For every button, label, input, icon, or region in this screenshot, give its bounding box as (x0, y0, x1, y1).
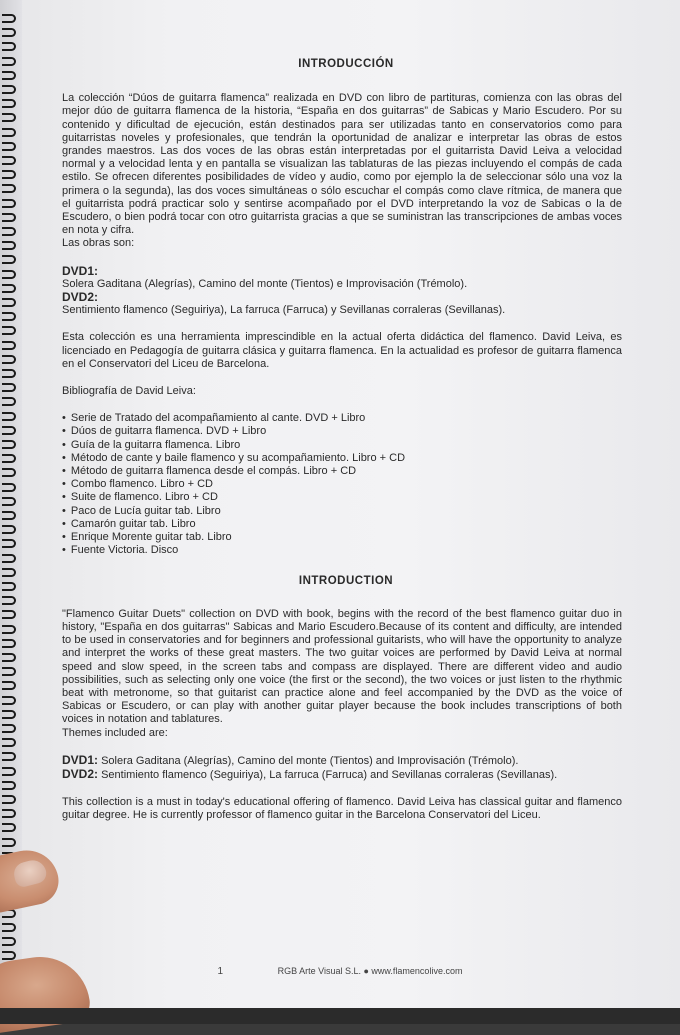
binding-coil (2, 383, 16, 392)
binding-coil (2, 213, 16, 222)
list-item: • Método de cante y baile flamenco y su acompañamiento. Libro + CD (62, 452, 622, 465)
binding-coil (2, 497, 16, 506)
english-title: INTRODUCTION (298, 574, 394, 587)
list-item: • Paco de Lucía guitar tab. Libro (62, 505, 622, 518)
list-item: • Método de guitarra flamenca desde el compás. Libro + CD (62, 465, 622, 478)
binding-coil (2, 113, 16, 122)
binding-coil (2, 838, 16, 847)
binding-coil (2, 397, 16, 406)
binding-coil (2, 582, 16, 591)
page-content (62, 58, 622, 823)
binding-coil (2, 14, 16, 23)
list-item: • Guía de la guitarra flamenca. Libro (62, 439, 622, 452)
binding-coil (2, 440, 16, 449)
binding-coil (2, 99, 16, 108)
binding-coil (2, 199, 16, 208)
binding-coil (2, 426, 16, 435)
english-intro-paragraph: "Flamenco Guitar Duets" collection on DVD with book, begins with the record of the best flamenco guitar duo in history, "España en dos guitarras" Sabicas and Mario Escudero.Because of its content and difficulty, are intended to be used in conservatories and for beginners and professional guitarists, who will have the opportunity to analyze and interpret the works of these great masters. The two guitar voices are performed by David Leiva at normal speed and slow speed, in the screen tabs and compass are displayed. There are different video and audio possibilities, such as selecting only one voice (the first or the second), the two voices or just listen to the rhythmic beat with metronome, so that guitarist can practice alone and feel accompanied by the DVD as the voice of Sabicas or Escudero, or can play with another guitar player because the book includes transcriptions of both voices in notation and tablatures. (62, 607, 622, 726)
binding-coil (2, 298, 16, 307)
binding-coil (2, 667, 16, 676)
binding-coil (2, 681, 16, 690)
binding-coil (2, 795, 16, 804)
binding-coil (2, 724, 16, 733)
binding-coil (2, 369, 16, 378)
spanish-works-label: Las obras son: (62, 237, 135, 250)
list-item: • Camarón guitar tab. Libro (62, 518, 622, 531)
binding-coil (2, 42, 16, 51)
binding-coil (2, 767, 16, 776)
english-dvd1-text: Solera Gaditana (Alegrías), Camino del monte (Tientos) and Improvisación (Trémolo). (101, 754, 519, 767)
list-item: • Combo flamenco. Libro + CD (62, 478, 622, 491)
list-item: • Dúos de guitarra flamenca. DVD + Libro (62, 425, 622, 438)
binding-coil (2, 568, 16, 577)
binding-coil (2, 710, 16, 719)
table-surface (0, 1008, 680, 1024)
binding-coil (2, 28, 16, 37)
binding-coil (2, 625, 16, 634)
binding-coil (2, 781, 16, 790)
page-footer (0, 966, 680, 977)
binding-coil (2, 809, 16, 818)
binding-coil (2, 255, 16, 264)
binding-coil (2, 312, 16, 321)
binding-coil (2, 539, 16, 548)
binding-coil (2, 596, 16, 605)
spanish-dvd1-text: Solera Gaditana (Alegrías), Camino del monte (Tientos) e Improvisación (Trémolo). (62, 277, 468, 290)
binding-coil (2, 412, 16, 421)
binding-coil (2, 554, 16, 563)
binding-coil (2, 57, 16, 66)
binding-coil (2, 85, 16, 94)
binding-coil (2, 937, 16, 946)
publisher-line: RGB Arte Visual S.L. ● www.flamencolive.com (277, 966, 463, 976)
binding-coil (2, 525, 16, 534)
binding-coil (2, 241, 16, 250)
binding-coil (2, 653, 16, 662)
binding-coil (2, 752, 16, 761)
english-dvd1-line (62, 754, 622, 768)
binding-coil (2, 71, 16, 80)
binding-coil (2, 142, 16, 151)
spanish-title: INTRODUCCIÓN (298, 58, 394, 70)
binding-coil (2, 454, 16, 463)
spanish-dvd2-text: Sentimiento flamenco (Seguiriya), La farruca (Farruca) y Sevillanas corraleras (Sevillanas). (62, 304, 506, 317)
binding-coil (2, 738, 16, 747)
binding-coil (2, 483, 16, 492)
binding-coil (2, 923, 16, 932)
binding-coil (2, 610, 16, 619)
binding-coil (2, 270, 16, 279)
binding-coil (2, 170, 16, 179)
binding-coil (2, 823, 16, 832)
binding-coil (2, 639, 16, 648)
binding-coil (2, 284, 16, 293)
english-dvd2-text: Sentimiento flamenco (Seguiriya), La farruca (Farruca) and Sevillanas corraleras (Sevillanas). (101, 768, 558, 781)
spanish-dvd1-label: DVD1: (62, 263, 99, 278)
binding-coil (2, 128, 16, 137)
english-dvd1-label: DVD1: (62, 752, 99, 767)
binding-coil (2, 468, 16, 477)
binding-coil (2, 951, 16, 960)
spanish-collection-paragraph: Esta colección es una herramienta imprescindible en la actual oferta didáctica del flamenco. David Leiva, es licenciado en Pedagogía de guitarra clásica y guitarra flamenca. En la actualidad es profesor de guitarra flamenca en el Conservatori del Liceu de Barcelona. (62, 331, 622, 370)
spanish-intro-paragraph: La colección “Dúos de guitarra flamenca” realizada en DVD con libro de partituras, comienza con las obras del mejor dúo de guitarra flamenca de la historia, “España en dos guitarras” de Sabicas y Mario Escudero. Por su contenido y dificultad de ejecución, están destinados para ser utilizadas tanto en conservatorios como para guitarristas noveles y profesionales, que tendrán la oportunidad de analizar e interpretar las obras de estos grandes maestros. Las dos voces de las obras están interpretadas por el guitarrista David Leiva a velocidad normal y a velocidad lenta y en pantalla se visualizan las tablaturas de las piezas incluyendo el compás de cada estilo. Se ofrecen diferentes posibilidades de vídeo y audio, como por ejemplo la de seleccionar sólo una voz la primera o la segunda), las dos voces simultáneas o sólo escuchar el compás como clave rítmica, de manera que el guitarrista podrá practicar solo y sentirse acompañado por el DVD interpretando la voz de Sabicas o la de Escudero, o bien podrá tocar con otro guitarrista gracias a que se suministran las transcripciones de ambas voces en nota y cifra. (62, 92, 622, 237)
binding-coil (2, 355, 16, 364)
binding-coil (2, 184, 16, 193)
list-item: • Serie de Tratado del acompañamiento al cante. DVD + Libro (62, 412, 622, 425)
english-dvd2-line (62, 768, 622, 782)
list-item: • Suite de flamenco. Libro + CD (62, 491, 622, 504)
english-dvd2-label: DVD2: (62, 766, 99, 781)
binding-coil (2, 326, 16, 335)
bibliography-list (62, 412, 622, 557)
binding-coil (2, 341, 16, 350)
english-themes-label: Themes included are: (62, 726, 168, 739)
english-collection-paragraph: This collection is a must in today's educational offering of flamenco. David Leiva has classical guitar and flamenco guitar degree. He is currently professor of flamenco guitar in the Barcelona Conservatori del Liceu. (62, 796, 622, 822)
spanish-dvd2-label: DVD2: (62, 290, 99, 305)
list-item: • Enrique Morente guitar tab. Libro (62, 531, 622, 544)
binding-coil (2, 696, 16, 705)
binding-coil (2, 511, 16, 520)
spanish-bibliography-label: Bibliografía de David Leiva: (62, 385, 196, 398)
list-item: • Fuente Victoria. Disco (62, 544, 622, 557)
binding-coil (2, 156, 16, 165)
page-number: 1 (217, 966, 224, 977)
binding-coil (2, 227, 16, 236)
